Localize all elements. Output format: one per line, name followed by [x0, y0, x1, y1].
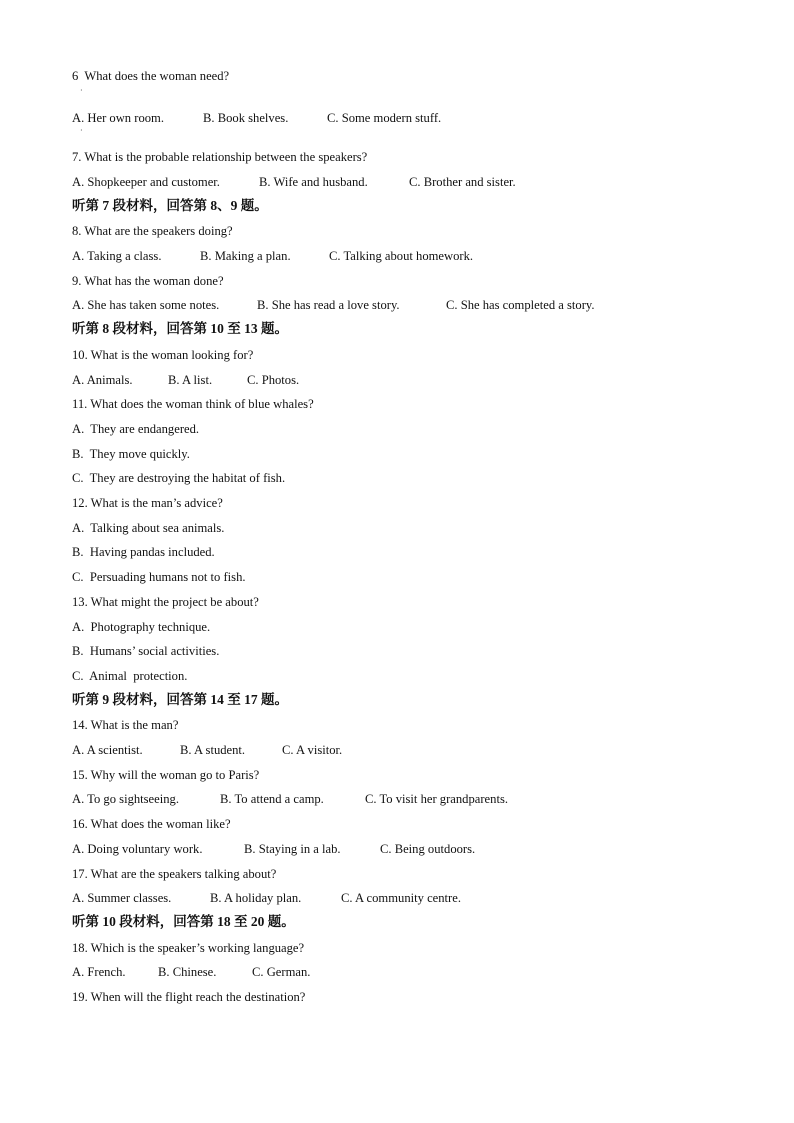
- option-8b: B. Making a plan.: [200, 249, 291, 263]
- options-row-7: [72, 174, 772, 190]
- option-9b: B. She has read a love story.: [257, 298, 400, 312]
- question-15: 15. Why will the woman go to Paris?: [72, 768, 260, 782]
- option-17b: B. A holiday plan.: [210, 891, 302, 905]
- option-10b: B. A list.: [168, 373, 213, 387]
- question-6: 6 What does the woman need?: [72, 69, 230, 83]
- option-11c: C. They are destroying the habitat of fish.: [72, 471, 286, 485]
- options-row-9: [72, 297, 772, 313]
- options-row-15: [72, 791, 772, 807]
- question-18: 18. Which is the speaker’s working language?: [72, 941, 305, 955]
- option-14b: B. A student.: [180, 743, 246, 757]
- section-heading-10: 听第 10 段材料，回答第 18 至 20 题。: [72, 914, 295, 929]
- stray-mark: ·: [80, 126, 83, 135]
- option-12a: A. Talking about sea animals.: [72, 521, 225, 535]
- option-15c: C. To visit her grandparents.: [365, 792, 508, 806]
- option-9c: C. She has completed a story.: [446, 298, 595, 312]
- stray-mark: ·: [80, 86, 83, 95]
- question-9: 9. What has the woman done?: [72, 274, 224, 288]
- option-18b: B. Chinese.: [158, 965, 217, 979]
- option-6a: A. Her own room.: [72, 111, 164, 125]
- option-17a: A. Summer classes.: [72, 891, 172, 905]
- option-8a: A. Taking a class.: [72, 249, 162, 263]
- option-6c: C. Some modern stuff.: [327, 111, 442, 125]
- option-10a: A. Animals.: [72, 373, 133, 387]
- options-row-8: [72, 248, 772, 264]
- section-heading-8: 听第 8 段材料，回答第 10 至 13 题。: [72, 321, 288, 336]
- option-15b: B. To attend a camp.: [220, 792, 324, 806]
- question-12: 12. What is the man’s advice?: [72, 496, 223, 510]
- section-heading-7: 听第 7 段材料，回答第 8、9 题。: [72, 198, 268, 213]
- options-row-16: [72, 841, 772, 857]
- question-13: 13. What might the project be about?: [72, 595, 259, 609]
- option-18c: C. German.: [252, 965, 311, 979]
- option-7b: B. Wife and husband.: [259, 175, 368, 189]
- option-10c: C. Photos.: [247, 373, 300, 387]
- section-heading-9: 听第 9 段材料，回答第 14 至 17 题。: [72, 692, 288, 707]
- option-13c: C. Animal protection.: [72, 669, 188, 683]
- option-12c: C. Persuading humans not to fish.: [72, 570, 246, 584]
- option-7c: C. Brother and sister.: [409, 175, 516, 189]
- option-18a: A. French.: [72, 965, 126, 979]
- option-6b: B. Book shelves.: [203, 111, 289, 125]
- options-row-17: [72, 890, 772, 906]
- option-7a: A. Shopkeeper and customer.: [72, 175, 220, 189]
- options-row-14: [72, 742, 772, 758]
- question-8: 8. What are the speakers doing?: [72, 224, 233, 238]
- option-11b: B. They move quickly.: [72, 447, 190, 461]
- option-12b: B. Having pandas included.: [72, 545, 215, 559]
- option-13b: B. Humans’ social activities.: [72, 644, 220, 658]
- option-14c: C. A visitor.: [282, 743, 343, 757]
- option-13a: A. Photography technique.: [72, 620, 211, 634]
- option-11a: A. They are endangered.: [72, 422, 200, 436]
- option-16c: C. Being outdoors.: [380, 842, 476, 856]
- question-11: 11. What does the woman think of blue whales?: [72, 397, 314, 411]
- question-16: 16. What does the woman like?: [72, 817, 231, 831]
- option-16b: B. Staying in a lab.: [244, 842, 341, 856]
- option-16a: A. Doing voluntary work.: [72, 842, 203, 856]
- question-19: 19. When will the flight reach the destination?: [72, 990, 306, 1004]
- option-9a: A. She has taken some notes.: [72, 298, 220, 312]
- option-17c: C. A community centre.: [341, 891, 461, 905]
- options-row-18: [72, 964, 772, 980]
- question-14: 14. What is the man?: [72, 718, 179, 732]
- options-row-10: [72, 372, 772, 388]
- option-15a: A. To go sightseeing.: [72, 792, 179, 806]
- option-8c: C. Talking about homework.: [329, 249, 474, 263]
- question-7: 7. What is the probable relationship between the speakers?: [72, 150, 368, 164]
- options-row-6: [72, 110, 772, 126]
- option-14a: A. A scientist.: [72, 743, 143, 757]
- question-10: 10. What is the woman looking for?: [72, 348, 254, 362]
- question-17: 17. What are the speakers talking about?: [72, 867, 277, 881]
